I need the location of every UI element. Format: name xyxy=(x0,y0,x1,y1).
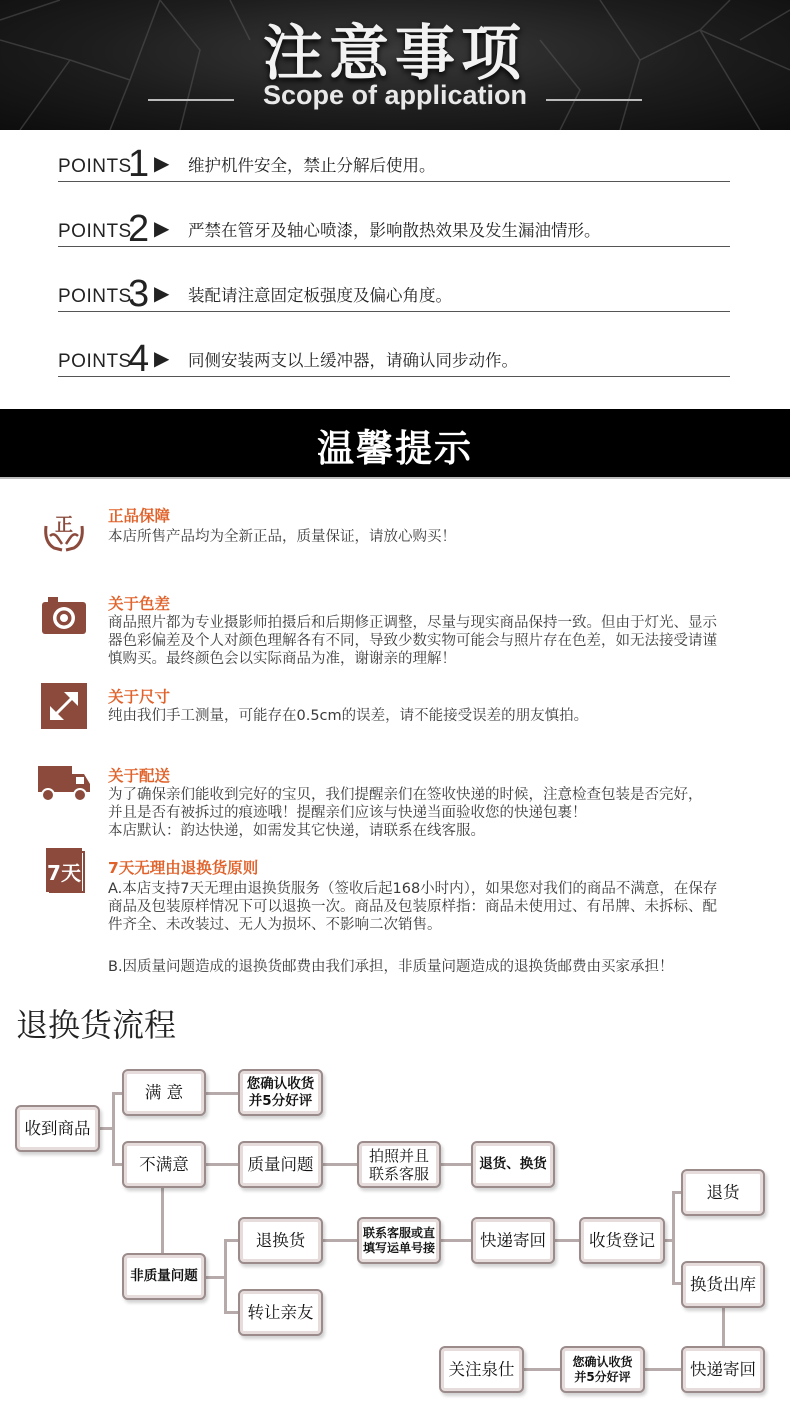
point-label: POINTS xyxy=(58,221,132,242)
play-arrow-icon: ▶ xyxy=(154,346,170,370)
flow-connector xyxy=(322,1163,358,1166)
flow-connector xyxy=(440,1163,472,1166)
point-label: POINTS xyxy=(58,286,132,307)
flow-node-photo xyxy=(357,1141,441,1188)
flow-node-label: 不满意 xyxy=(139,1154,189,1174)
flow-node-refund xyxy=(681,1169,765,1216)
flow-node-express-send xyxy=(471,1217,555,1264)
play-arrow-icon: ▶ xyxy=(154,216,170,240)
point-text: 同侧安装两支以上缓冲器，请确认同步动作。 xyxy=(188,351,518,370)
flow-node-label: 满 意 xyxy=(144,1082,184,1102)
flow-node-express-back xyxy=(681,1346,765,1393)
point-number: 2 xyxy=(128,208,150,250)
flow-node-label: 转让亲友 xyxy=(247,1302,314,1322)
flow-node-label: 快递寄回 xyxy=(480,1230,546,1250)
flow-connector xyxy=(205,1276,225,1279)
genuine-hands-icon xyxy=(40,506,88,554)
flow-node-label: 质量问题 xyxy=(247,1154,314,1174)
flow-node-confirm-bottom xyxy=(560,1346,645,1393)
flow-node-label: 拍照并且 联系客服 xyxy=(368,1146,429,1183)
flow-node-label: 收到商品 xyxy=(24,1118,91,1138)
tip-line: 纯由我们手工测量，可能存在0.5cm的误差，请不能接受误差的朋友慎拍。 xyxy=(108,708,589,724)
header-banner xyxy=(0,0,790,130)
flow-node-receipt xyxy=(579,1217,665,1264)
flow-node-label: 您确认收货 并5分好评 xyxy=(572,1355,633,1384)
flow-node-transfer xyxy=(238,1289,323,1336)
tips-header-underline xyxy=(0,477,790,479)
flow-connector xyxy=(205,1092,239,1095)
point-text: 维护机件安全，禁止分解后使用。 xyxy=(188,156,436,175)
banner-divider-right xyxy=(546,99,642,101)
point-label: POINTS xyxy=(58,156,132,177)
flow-node-label: 联系客服或直 填写运单号接 xyxy=(362,1226,435,1255)
seven-days-icon xyxy=(42,846,90,894)
flow-node-non-quality xyxy=(122,1253,206,1300)
flow-node-satisfied xyxy=(122,1069,206,1116)
flow-node-quality xyxy=(238,1141,323,1188)
icon-label: 7天 xyxy=(47,861,81,885)
tip-body xyxy=(108,528,758,546)
point-row xyxy=(58,271,730,315)
play-arrow-icon: ▶ xyxy=(154,281,170,305)
flow-connector xyxy=(224,1239,227,1313)
tip-line: 本店所售产品均为全新正品，质量保证，请放心购买！ xyxy=(108,529,456,545)
tip-line: 并且是否有被拆过的痕迹哦！提醒亲们应该与快递当面验收您的快递包裹！ xyxy=(108,805,587,821)
tip-title: 关于尺寸 xyxy=(108,688,171,706)
flow-node-unsatisfied xyxy=(122,1141,206,1188)
point-number: 4 xyxy=(128,338,150,380)
flow-node-contact xyxy=(357,1217,441,1264)
tip-line: 本店默认：韵达快递，如需发其它快递，请联系在线客服。 xyxy=(108,823,485,839)
flow-node-receive xyxy=(15,1105,100,1152)
flow-connector xyxy=(644,1368,682,1371)
flow-node-label: 退货、换货 xyxy=(479,1156,547,1173)
flow-node-return-exchange xyxy=(471,1141,555,1188)
banner-title: 注意事项 xyxy=(263,19,527,89)
flow-node-label: 关注泉仕 xyxy=(448,1359,515,1379)
tip-title: 7天无理由退换货原则 xyxy=(108,859,259,877)
flow-node-exchange-out xyxy=(681,1261,765,1308)
tip-title: 正品保障 xyxy=(108,507,171,525)
tip-title: 关于配送 xyxy=(108,767,171,785)
banner-subtitle: Scope of application xyxy=(262,80,528,110)
tip-line: 商品及包装原样情况下可以退换一次。商品及包装原样指：商品未使用过、有吊牌、未拆标、配 xyxy=(108,899,717,915)
point-text: 装配请注意固定板强度及偏心角度。 xyxy=(188,286,452,305)
point-row xyxy=(58,336,730,380)
flow-node-label: 您确认收货 并5分好评 xyxy=(246,1076,315,1109)
point-label: POINTS xyxy=(58,351,132,372)
flow-connector xyxy=(440,1239,472,1242)
flow-node-label: 退货 xyxy=(706,1182,740,1202)
tip-title: 关于色差 xyxy=(108,595,171,613)
tip-line: 为了确保亲们能收到完好的宝贝，我们提醒亲们在签收快递的时候，注意检查包装是否完好， xyxy=(108,787,703,803)
flow-connector xyxy=(161,1186,164,1254)
tip-line: 慎购买。最终颜色会以实际商品为准，谢谢亲的理解！ xyxy=(108,651,456,667)
tip-body xyxy=(108,880,758,976)
tip-line: A.本店支持7天无理由退换货服务（签收后起168小时内），如果您对我们的商品不满意，在保存 xyxy=(108,881,718,897)
tip-line: 器色彩偏差及个人对颜色理解各有不同，导致少数实物可能会与照片存在色差，如无法接受请谨 xyxy=(108,633,717,649)
flow-connector xyxy=(205,1163,239,1166)
delivery-truck-icon xyxy=(36,760,92,808)
tips-title: 温馨提示 xyxy=(317,427,473,470)
tip-body xyxy=(108,786,758,840)
tip-line: 件齐全、未改装过、无人为损坏、不影响二次销售。 xyxy=(108,917,442,933)
flow-node-return-goods xyxy=(238,1217,323,1264)
flow-node-follow xyxy=(439,1346,524,1393)
play-arrow-icon: ▶ xyxy=(154,151,170,175)
flow-connector xyxy=(672,1191,675,1284)
flow-title: 退换货流程 xyxy=(16,1006,177,1044)
flow-connector xyxy=(722,1306,725,1346)
tip-body xyxy=(108,707,758,725)
flow-node-label: 退换货 xyxy=(255,1230,306,1250)
resize-arrow-icon xyxy=(40,682,88,730)
flow-node-label: 快递寄回 xyxy=(690,1359,756,1379)
flow-node-label: 换货出库 xyxy=(690,1274,756,1294)
flow-connector xyxy=(554,1239,580,1242)
flow-connector xyxy=(322,1239,358,1242)
point-number: 3 xyxy=(128,273,150,315)
tip-line: B.因质量问题造成的退换货邮费由我们承担，非质量问题造成的退换货邮费由买家承担！ xyxy=(108,959,674,975)
point-text: 严禁在管牙及轴心喷漆，影响散热效果及发生漏油情形。 xyxy=(188,221,601,240)
tip-body xyxy=(108,614,758,668)
camera-icon xyxy=(40,592,88,640)
flow-node-label: 非质量问题 xyxy=(130,1268,198,1285)
flow-node-label: 收货登记 xyxy=(589,1230,655,1250)
flow-connector xyxy=(99,1127,113,1130)
point-row xyxy=(58,206,730,250)
tip-line xyxy=(108,934,758,958)
tip-line: 商品照片都为专业摄影师拍摄后和后期修正调整，尽量与现实商品保持一致。但由于灯光、显示 xyxy=(108,615,717,631)
icon-label: 正 xyxy=(55,515,73,536)
flow-connector xyxy=(523,1368,561,1371)
flow-node-confirm-top xyxy=(238,1069,323,1116)
point-number: 1 xyxy=(128,143,150,185)
flow-connector xyxy=(112,1092,115,1165)
point-row xyxy=(58,141,730,185)
